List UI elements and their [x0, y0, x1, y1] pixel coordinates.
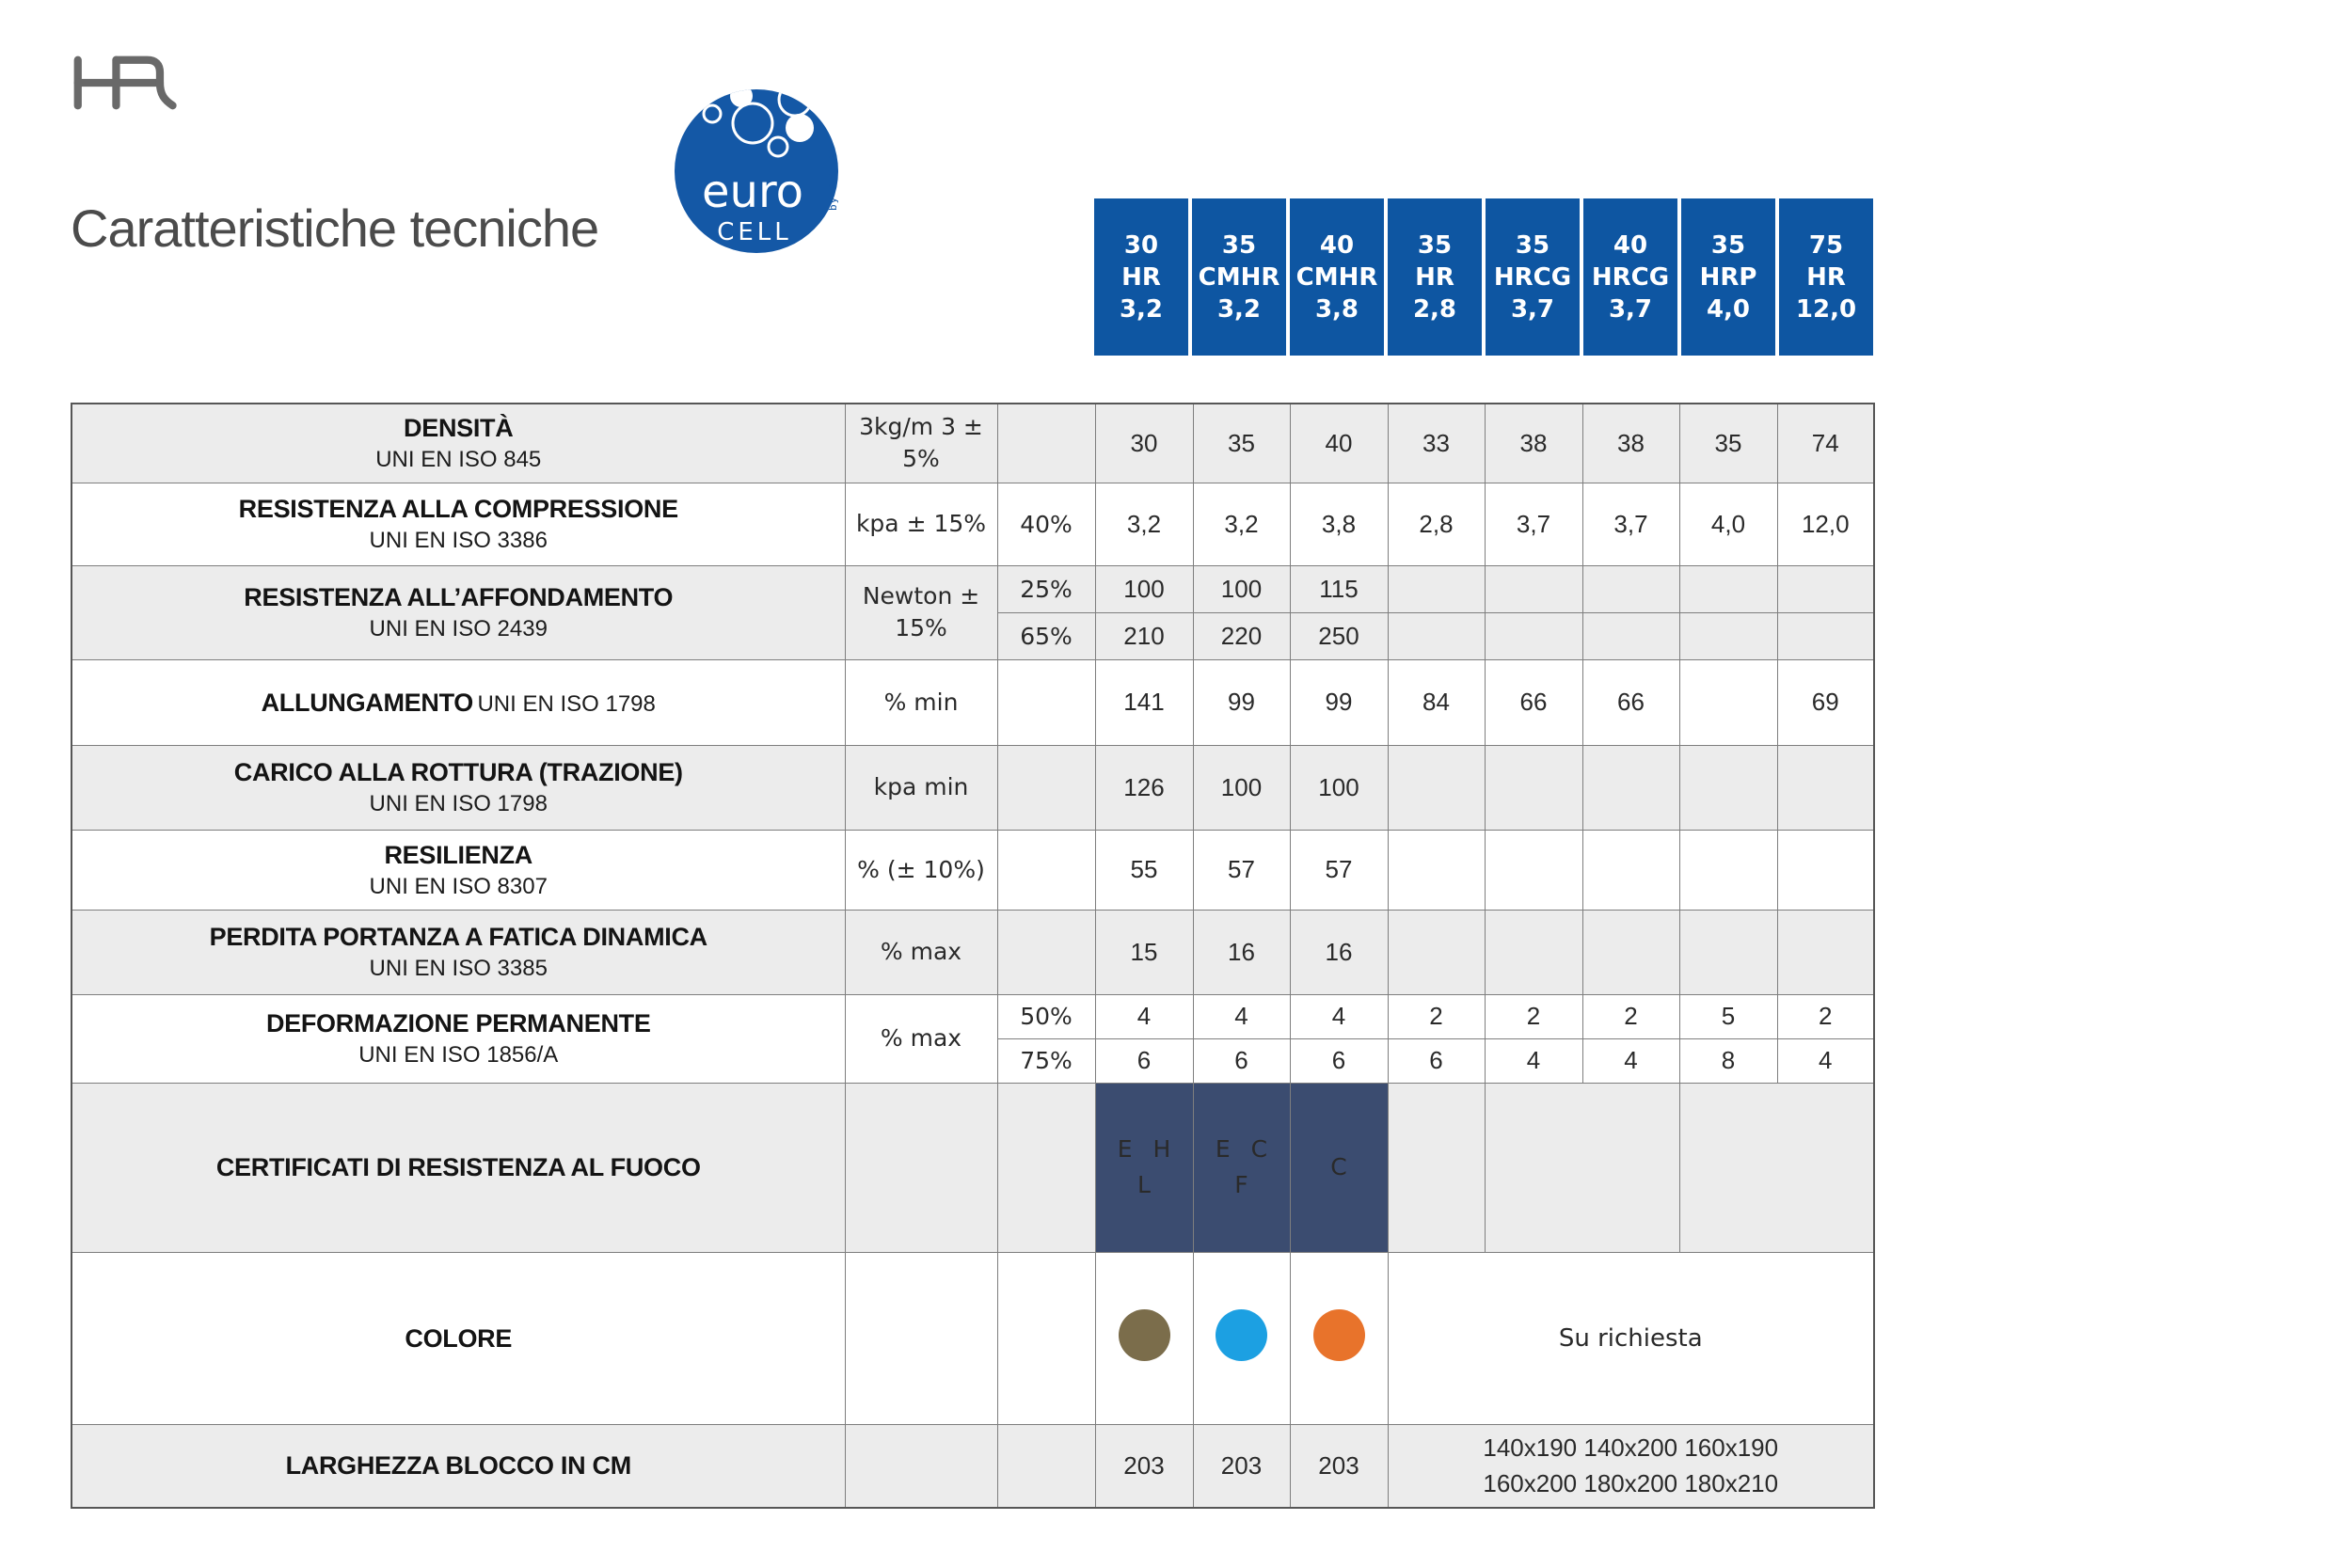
table-row — [72, 483, 1874, 565]
color-cell — [1193, 1252, 1290, 1424]
value-cell: 2 — [1777, 994, 1874, 1038]
row-label: CARICO ALLA ROTTURA (TRAZIONE) — [233, 758, 683, 786]
value-cell: 3,8 — [1290, 483, 1388, 565]
value-cell: 33 — [1388, 404, 1485, 483]
product-header-cell: 40 CMHR 3,8 — [1290, 198, 1384, 356]
color-cell — [1095, 1252, 1193, 1424]
value-cell — [1485, 910, 1582, 994]
value-cell: 141 — [1095, 659, 1193, 745]
value-cell — [1388, 612, 1485, 659]
row-label: LARGHEZZA BLOCCO IN CM — [285, 1451, 631, 1481]
value-cell: 100 — [1290, 745, 1388, 830]
value-cell: 203 — [1193, 1424, 1290, 1508]
spec-table — [71, 403, 1875, 1509]
unit-cell: % max — [845, 994, 997, 1083]
row-norm: UNI EN ISO 1798 — [369, 791, 548, 816]
unit-cell: kpa ± 15% — [845, 483, 997, 565]
row-label-cell — [72, 1252, 845, 1424]
value-cell — [1388, 910, 1485, 994]
value-cell — [1388, 1083, 1485, 1252]
value-cell — [1485, 830, 1582, 910]
value-cell: 55 — [1095, 830, 1193, 910]
value-cell: 4 — [1095, 994, 1193, 1038]
table-row — [72, 404, 1874, 483]
row-label: RESISTENZA ALLA COMPRESSIONE — [238, 495, 678, 523]
value-cell: 66 — [1485, 659, 1582, 745]
value-cell — [1485, 1083, 1679, 1252]
value-cell — [1679, 745, 1777, 830]
value-cell: 38 — [1485, 404, 1582, 483]
value-cell: 4 — [1485, 1038, 1582, 1083]
pct-cell — [997, 830, 1095, 910]
value-cell — [1388, 745, 1485, 830]
value-cell: 3,7 — [1485, 483, 1582, 565]
value-cell — [1777, 745, 1874, 830]
hr-logo-icon — [71, 49, 189, 117]
unit-cell: kpa min — [845, 745, 997, 830]
value-cell: 4 — [1193, 994, 1290, 1038]
table-row — [72, 659, 1874, 745]
row-label-cell — [72, 745, 845, 830]
pct-cell — [997, 1252, 1095, 1424]
row-norm: UNI EN ISO 1798 — [477, 690, 656, 717]
value-cell: 38 — [1582, 404, 1679, 483]
value-cell: 35 — [1193, 404, 1290, 483]
product-header-cell: 35 CMHR 3,2 — [1192, 198, 1286, 356]
value-cell: 210 — [1095, 612, 1193, 659]
value-cell — [1679, 565, 1777, 612]
row-label-cell — [72, 659, 845, 745]
unit-cell: 3kg/m 3 ± 5% — [845, 404, 997, 483]
value-cell: 8 — [1679, 1038, 1777, 1083]
table-row — [72, 1083, 1874, 1252]
value-cell: 40 — [1290, 404, 1388, 483]
row-label: CERTIFICATI DI RESISTENZA AL FUOCO — [215, 1153, 701, 1181]
unit-cell — [845, 1424, 997, 1508]
value-cell — [1679, 910, 1777, 994]
pct-cell: 65% — [997, 612, 1095, 659]
value-cell: 4 — [1290, 994, 1388, 1038]
product-header-cell: 30 HR 3,2 — [1094, 198, 1188, 356]
value-cell: 66 — [1582, 659, 1679, 745]
pct-cell — [997, 910, 1095, 994]
value-cell: 2 — [1582, 994, 1679, 1038]
product-header-row — [1094, 198, 1873, 356]
fire-cert-cell: C — [1290, 1083, 1388, 1252]
row-label-cell — [72, 910, 845, 994]
value-cell — [1777, 612, 1874, 659]
value-cell — [1582, 745, 1679, 830]
pct-cell: 75% — [997, 1038, 1095, 1083]
block-sizes-cell: 140x190 140x200 160x190 160x200 180x200 180x210 — [1388, 1424, 1874, 1508]
pct-cell — [997, 1083, 1095, 1252]
value-cell: 16 — [1193, 910, 1290, 994]
value-cell: 57 — [1193, 830, 1290, 910]
eurocell-logo-icon — [674, 88, 839, 254]
row-norm: UNI EN ISO 845 — [375, 447, 542, 473]
value-cell: 203 — [1290, 1424, 1388, 1508]
value-cell: 115 — [1290, 565, 1388, 612]
value-cell — [1582, 830, 1679, 910]
color-cell — [1290, 1252, 1388, 1424]
unit-cell — [845, 1252, 997, 1424]
value-cell: 16 — [1290, 910, 1388, 994]
row-label-cell — [72, 1083, 845, 1252]
row-norm: UNI EN ISO 1856/A — [358, 1042, 559, 1068]
page-title: Caratteristiche tecniche — [71, 198, 599, 258]
row-label-cell — [72, 994, 845, 1083]
value-cell: 2,8 — [1388, 483, 1485, 565]
value-cell: 69 — [1777, 659, 1874, 745]
row-norm: UNI EN ISO 2439 — [369, 616, 548, 641]
row-norm: UNI EN ISO 3386 — [369, 528, 548, 553]
value-cell: 250 — [1290, 612, 1388, 659]
value-cell: 4,0 — [1679, 483, 1777, 565]
value-cell: 6 — [1193, 1038, 1290, 1083]
value-cell: 220 — [1193, 612, 1290, 659]
unit-cell — [845, 1083, 997, 1252]
unit-cell: % (± 10%) — [845, 830, 997, 910]
row-label: DEFORMAZIONE PERMANENTE — [265, 1009, 651, 1037]
row-label-cell — [72, 1424, 845, 1508]
color-dot-brown — [1119, 1309, 1170, 1361]
value-cell — [1777, 830, 1874, 910]
row-label-cell — [72, 483, 845, 565]
value-cell — [1485, 565, 1582, 612]
value-cell — [1679, 659, 1777, 745]
table-row — [72, 745, 1874, 830]
value-cell: 5 — [1679, 994, 1777, 1038]
value-cell: 12,0 — [1777, 483, 1874, 565]
value-cell: 3,7 — [1582, 483, 1679, 565]
value-cell — [1679, 830, 1777, 910]
table-row — [72, 994, 1874, 1038]
value-cell — [1485, 745, 1582, 830]
value-cell: 203 — [1095, 1424, 1193, 1508]
value-cell — [1582, 612, 1679, 659]
value-cell: 99 — [1193, 659, 1290, 745]
pct-cell — [997, 404, 1095, 483]
value-cell — [1388, 565, 1485, 612]
value-cell: 100 — [1095, 565, 1193, 612]
value-cell — [1388, 830, 1485, 910]
value-cell — [1777, 910, 1874, 994]
row-label: RESISTENZA ALL’AFFONDAMENTO — [244, 583, 674, 611]
unit-cell: % min — [845, 659, 997, 745]
product-header-cell: 75 HR 12,0 — [1779, 198, 1873, 356]
value-cell: 6 — [1290, 1038, 1388, 1083]
row-label: PERDITA PORTANZA A FATICA DINAMICA — [209, 923, 707, 951]
pct-cell — [997, 745, 1095, 830]
table-row — [72, 1424, 1874, 1508]
value-cell: 57 — [1290, 830, 1388, 910]
pct-cell — [997, 1424, 1095, 1508]
value-cell: 3,2 — [1095, 483, 1193, 565]
table-row — [72, 565, 1874, 612]
unit-cell: Newton ± 15% — [845, 565, 997, 659]
value-cell: 3,2 — [1193, 483, 1290, 565]
fire-cert-cell: E H L — [1095, 1083, 1193, 1252]
value-cell: 4 — [1777, 1038, 1874, 1083]
hr-logo — [71, 49, 189, 121]
value-cell: 100 — [1193, 745, 1290, 830]
color-dot-blue — [1216, 1309, 1267, 1361]
value-cell — [1679, 1083, 1874, 1252]
row-norm: UNI EN ISO 3385 — [369, 956, 548, 981]
pct-cell: 50% — [997, 994, 1095, 1038]
product-header-cell: 40 HRCG 3,7 — [1583, 198, 1677, 356]
by-sitab-label: by SITAB — [827, 153, 839, 211]
table-row — [72, 910, 1874, 994]
row-label: COLORE — [405, 1323, 513, 1353]
on-request-note: Su richiesta — [1388, 1252, 1874, 1424]
row-label: DENSITÀ — [404, 414, 514, 443]
row-label: RESILIENZA — [384, 840, 532, 869]
table-row — [72, 830, 1874, 910]
row-label-cell — [72, 830, 845, 910]
eurocell-logo — [674, 88, 839, 254]
row-label-cell — [72, 565, 845, 659]
value-cell: 2 — [1388, 994, 1485, 1038]
pct-cell — [997, 659, 1095, 745]
product-header-cell: 35 HRP 4,0 — [1681, 198, 1775, 356]
value-cell: 74 — [1777, 404, 1874, 483]
value-cell — [1679, 612, 1777, 659]
value-cell: 100 — [1193, 565, 1290, 612]
pct-cell: 25% — [997, 565, 1095, 612]
value-cell: 35 — [1679, 404, 1777, 483]
value-cell — [1582, 565, 1679, 612]
color-dot-orange — [1313, 1309, 1365, 1361]
table-row — [72, 1252, 1874, 1424]
value-cell: 2 — [1485, 994, 1582, 1038]
row-label: ALLUNGAMENTO — [261, 688, 473, 717]
value-cell: 84 — [1388, 659, 1485, 745]
fire-cert-cell: E C F — [1193, 1083, 1290, 1252]
value-cell: 30 — [1095, 404, 1193, 483]
product-header-cell: 35 HR 2,8 — [1388, 198, 1482, 356]
pct-cell: 40% — [997, 483, 1095, 565]
value-cell: 6 — [1095, 1038, 1193, 1083]
row-norm: UNI EN ISO 8307 — [369, 873, 548, 899]
value-cell — [1582, 910, 1679, 994]
svg-text:CELL: CELL — [717, 218, 792, 246]
product-header-cell: 35 HRCG 3,7 — [1486, 198, 1580, 356]
value-cell: 126 — [1095, 745, 1193, 830]
value-cell: 15 — [1095, 910, 1193, 994]
value-cell: 99 — [1290, 659, 1388, 745]
value-cell — [1777, 565, 1874, 612]
value-cell: 6 — [1388, 1038, 1485, 1083]
row-label-cell — [72, 404, 845, 483]
unit-cell: % max — [845, 910, 997, 994]
svg-text:euro: euro — [702, 166, 803, 218]
value-cell — [1485, 612, 1582, 659]
value-cell: 4 — [1582, 1038, 1679, 1083]
